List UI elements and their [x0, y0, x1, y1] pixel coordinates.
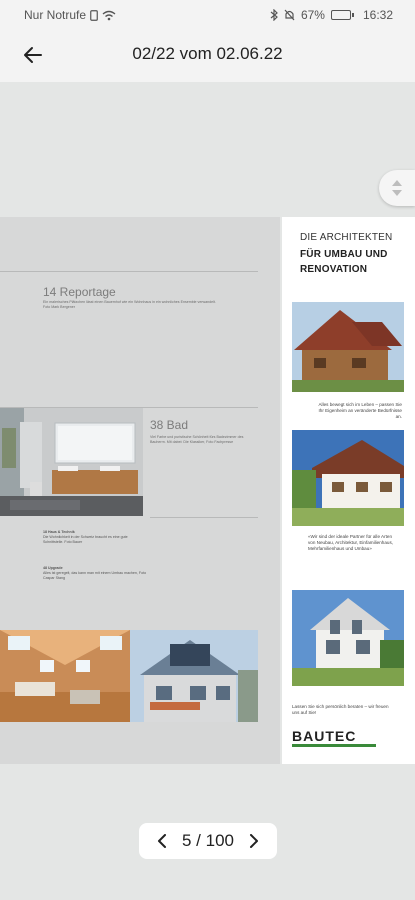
battery-icon: [331, 10, 351, 20]
ad-chalet-photo: [292, 430, 404, 526]
chevron-right-icon: [248, 834, 260, 848]
brand-logo-bar: [292, 744, 376, 747]
status-left: [24, 8, 116, 22]
ad-closing-text: Lassen Sie sich persönlich beraten – wir freuen uns auf Sie!: [292, 704, 389, 715]
brand-logo: BAUTEC: [292, 728, 357, 744]
ad-caption: Alles bewegt sich im Leben – passen Sie Ihr Eigenheim an veränderte Bedürfnisse an.: [318, 402, 402, 419]
toc-item-text: Viel Farbe und puristische Schönheit fürs Badezimmer des Bauherrn. Mit dabei: Die Klassiker, Foto Fachpresse: [150, 435, 244, 444]
next-page-button[interactable]: [243, 830, 265, 852]
toc-item-title: 38 Bad: [150, 418, 189, 432]
ad-caption: «Wir sind der ideale Partner für alle Arten von Neubau, Architektur, Einfamilienhaus, Mehrfamilienhaus und Umbau»: [308, 534, 394, 551]
ad-headline: RENOVATION: [300, 264, 368, 275]
divider: [0, 271, 258, 272]
ad-house-photo: [292, 590, 404, 686]
ad-headline: DIE ARCHITEKTEN: [300, 232, 393, 243]
attic-photo: [0, 630, 130, 722]
sim-icon: [90, 10, 98, 21]
page-title: 02/22 vom 02.06.22: [132, 44, 283, 63]
expand-vertical-icon: [390, 178, 404, 198]
clock-text: 16:32: [362, 8, 393, 22]
toc-item-text: Ein malerisches Plätzchen lässt einen Bauernhof wie ein Wohnhaus in ein wohnliches Ensemble verwandelt. Foto Mark Bergener: [43, 300, 216, 309]
chevron-left-icon: [156, 834, 168, 848]
status-bar: [0, 0, 415, 30]
bluetooth-icon: [270, 9, 278, 21]
toc-small-text: Die Wohnlichkeit in der Schweiz braucht es eine gute Schnittstelle. Foto Bauer: [43, 535, 128, 544]
toc-small-heading: 48 Upgrade: [43, 566, 63, 570]
battery-text: 67%: [300, 8, 325, 22]
toc-small-heading: 18 Haus & Technik: [43, 530, 75, 534]
previous-page-button[interactable]: [151, 830, 173, 852]
wifi-icon: [102, 10, 116, 21]
toc-item-small: [43, 566, 148, 581]
page-indicator: 5 / 100: [182, 831, 234, 850]
status-right: [270, 8, 393, 22]
scroll-handle[interactable]: [379, 170, 415, 206]
ad-headline: FÜR UMBAU UND: [300, 249, 388, 260]
carrier-text: Nur Notrufe: [24, 8, 87, 22]
toc-item-title: 14 Reportage: [43, 285, 116, 299]
bathroom-photo: [0, 408, 143, 516]
house-solar-photo: [130, 630, 258, 722]
page-navigator: [139, 823, 277, 859]
toc-small-text: Alles ist geregelt, das kann man mit einem Umbau machen, Foto Caspar Stang: [43, 571, 147, 580]
mute-icon: [284, 9, 295, 21]
divider: [150, 517, 258, 518]
ad-barn-photo: [292, 302, 404, 392]
toc-item-small: [43, 530, 148, 545]
app-bar: [0, 30, 415, 82]
